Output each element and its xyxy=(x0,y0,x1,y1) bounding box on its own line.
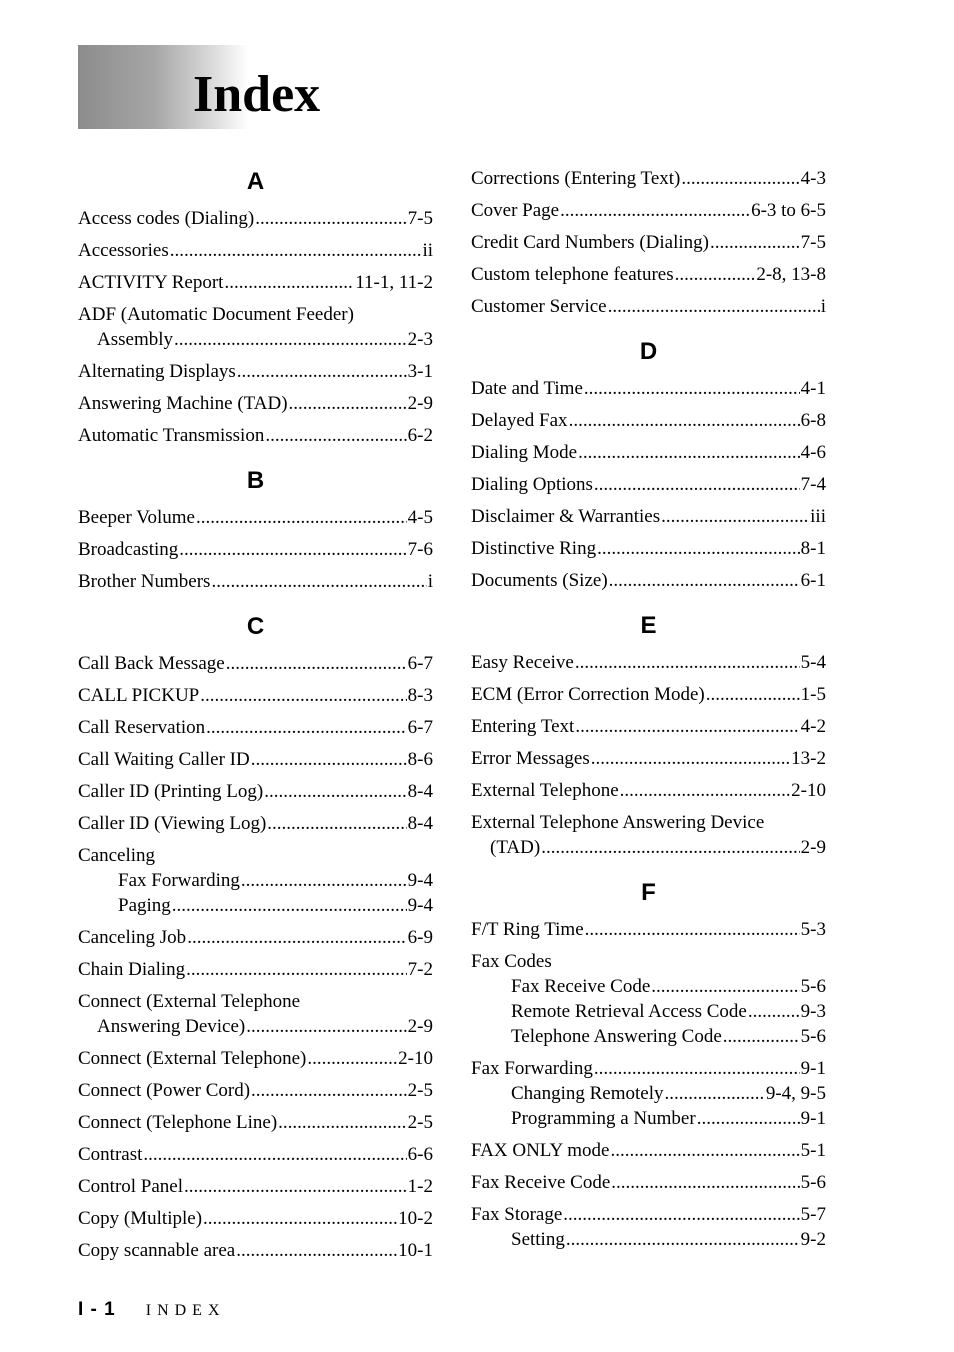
entry-page-ref: 9-1 xyxy=(800,1108,826,1129)
index-entry xyxy=(78,925,433,950)
entry-page-ref: 4-3 xyxy=(800,168,826,189)
entry-page-ref: 6-7 xyxy=(407,717,433,738)
dot-leader xyxy=(251,747,407,772)
index-entry xyxy=(471,778,826,803)
index-entry xyxy=(78,811,433,836)
entry-page-ref: 5-1 xyxy=(800,1140,826,1161)
dot-leader xyxy=(608,294,820,319)
entry-page-ref: i xyxy=(427,571,433,592)
entry-label: Customer Service xyxy=(471,296,607,317)
index-entry xyxy=(78,1174,433,1199)
entry-page-ref: 2-9 xyxy=(407,1016,433,1037)
index-entry xyxy=(78,270,433,295)
entry-page-ref: 6-7 xyxy=(407,653,433,674)
entry-label: Answering Machine (TAD) xyxy=(78,393,288,414)
entry-label: Remote Retrieval Access Code xyxy=(511,1001,747,1022)
index-entry xyxy=(78,327,433,352)
entry-page-ref: i xyxy=(820,296,826,317)
entry-page-ref: 4-5 xyxy=(407,507,433,528)
entry-label: Fax Forwarding xyxy=(118,870,240,891)
dot-leader xyxy=(566,1227,800,1252)
dot-leader xyxy=(591,746,790,771)
entry-label: Caller ID (Viewing Log) xyxy=(78,813,267,834)
entry-page-ref: 2-5 xyxy=(407,1112,433,1133)
dot-leader xyxy=(594,472,800,497)
dot-leader xyxy=(179,537,406,562)
index-entry xyxy=(471,376,826,401)
section-f xyxy=(471,879,826,1252)
index-entry xyxy=(471,999,826,1024)
entry-page-ref: 10-2 xyxy=(398,1208,433,1229)
dot-leader xyxy=(610,1138,799,1163)
entry-label: Setting xyxy=(511,1229,565,1250)
entry-page-ref: 6-6 xyxy=(407,1144,433,1165)
dot-leader xyxy=(307,1046,397,1071)
section-letter: E xyxy=(640,612,657,639)
entry-page-ref: 2-9 xyxy=(407,393,433,414)
index-entry xyxy=(471,1138,826,1163)
dot-leader xyxy=(609,568,800,593)
index-entry xyxy=(78,893,433,918)
index-entry xyxy=(78,651,433,676)
entry-page-ref: 9-4 xyxy=(407,895,433,916)
entry-page-ref: 13-2 xyxy=(791,748,826,769)
index-entry xyxy=(471,262,826,287)
index-entry xyxy=(471,746,826,771)
entry-label: External Telephone xyxy=(471,780,619,801)
dot-leader xyxy=(226,651,407,676)
index-entry xyxy=(78,391,433,416)
index-entry xyxy=(471,1106,826,1131)
entry-label: Easy Receive xyxy=(471,652,574,673)
page-footer xyxy=(78,1299,226,1321)
index-entry xyxy=(471,198,826,223)
index-entry xyxy=(78,715,433,740)
dot-leader xyxy=(620,778,791,803)
section-letter: B xyxy=(246,467,265,494)
index-entry xyxy=(78,569,433,594)
index-entry xyxy=(78,747,433,772)
index-entry xyxy=(78,779,433,804)
dot-leader xyxy=(560,198,750,223)
dot-leader xyxy=(200,683,406,708)
entry-heading: External Telephone Answering Device xyxy=(471,812,765,833)
dot-leader xyxy=(241,868,407,893)
index-entry xyxy=(78,957,433,982)
entry-page-ref: 2-10 xyxy=(791,780,826,801)
entry-page-ref: 1-5 xyxy=(800,684,826,705)
entry-page-ref: 9-3 xyxy=(800,1001,826,1022)
entry-label: Accessories xyxy=(78,240,169,261)
entry-page-ref: 6-9 xyxy=(407,927,433,948)
entry-page-ref: 6-3 to 6-5 xyxy=(751,200,826,221)
section-e xyxy=(471,612,826,860)
dot-leader xyxy=(174,327,407,352)
entry-label: Cover Page xyxy=(471,200,560,221)
section-letter: D xyxy=(639,338,658,365)
dot-leader xyxy=(267,811,406,836)
entry-page-ref: 6-8 xyxy=(800,410,826,431)
entry-label: (TAD) xyxy=(490,837,541,858)
page-number: I - 1 xyxy=(78,1299,116,1320)
index-entry xyxy=(78,537,433,562)
entry-heading: Connect (External Telephone xyxy=(78,991,301,1012)
entry-label: Call Reservation xyxy=(78,717,206,738)
index-entry xyxy=(78,423,433,448)
dot-leader xyxy=(237,359,407,384)
entry-label: Fax Receive Code xyxy=(471,1172,611,1193)
dot-leader xyxy=(541,835,799,860)
entry-page-ref: 5-7 xyxy=(800,1204,826,1225)
entry-label: Chain Dialing xyxy=(78,959,186,980)
entry-page-ref: 9-1 xyxy=(800,1058,826,1079)
entry-label: Entering Text xyxy=(471,716,575,737)
index-entry xyxy=(471,1202,826,1227)
index-entry xyxy=(78,1078,433,1103)
index-entry xyxy=(471,294,826,319)
dot-leader xyxy=(665,1081,765,1106)
entry-heading: Canceling xyxy=(78,845,156,866)
dot-leader xyxy=(651,974,799,999)
entry-label: Telephone Answering Code xyxy=(511,1026,722,1047)
dot-leader xyxy=(611,1170,799,1195)
section-d xyxy=(471,338,826,593)
dot-leader xyxy=(681,166,799,191)
index-entry-group xyxy=(471,1056,826,1131)
entry-label: Copy (Multiple) xyxy=(78,1208,203,1229)
entry-label: Fax Storage xyxy=(471,1204,563,1225)
entry-label: Dialing Options xyxy=(471,474,593,495)
section-letter: F xyxy=(641,879,656,906)
index-entry xyxy=(78,1014,433,1039)
entry-label: Distinctive Ring xyxy=(471,538,597,559)
section-letter: C xyxy=(246,613,265,640)
dot-leader xyxy=(584,376,800,401)
index-entry xyxy=(471,714,826,739)
entry-page-ref: 9-4 xyxy=(407,870,433,891)
entry-label: Contrast xyxy=(78,1144,143,1165)
entry-page-ref: 4-1 xyxy=(800,378,826,399)
dot-leader xyxy=(594,1056,800,1081)
dot-leader xyxy=(186,957,407,982)
index-entry xyxy=(471,166,826,191)
entry-page-ref: 5-6 xyxy=(800,1026,826,1047)
entry-label: Caller ID (Printing Log) xyxy=(78,781,264,802)
entry-page-ref: 8-4 xyxy=(407,813,433,834)
dot-leader xyxy=(211,569,426,594)
entry-heading: ADF (Automatic Document Feeder) xyxy=(78,304,354,325)
index-entry xyxy=(471,835,826,860)
dot-leader xyxy=(278,1110,407,1135)
entry-label: Assembly xyxy=(97,329,173,350)
index-entry-group xyxy=(78,843,433,918)
dot-leader xyxy=(289,391,407,416)
section-a xyxy=(78,168,433,448)
entry-label: Dialing Mode xyxy=(471,442,578,463)
entry-label: Connect (Power Cord) xyxy=(78,1080,251,1101)
index-entry xyxy=(78,1238,433,1263)
section-c xyxy=(78,613,433,1263)
dot-leader xyxy=(224,270,354,295)
entry-page-ref: 9-4, 9-5 xyxy=(765,1083,826,1104)
entry-label: Documents (Size) xyxy=(471,570,608,591)
index-entry xyxy=(471,568,826,593)
entry-label: Alternating Displays xyxy=(78,361,236,382)
dot-leader xyxy=(710,230,800,255)
index-entry-group xyxy=(471,810,826,860)
page-title: Index xyxy=(193,66,321,123)
entry-label: Programming a Number xyxy=(511,1108,696,1129)
dot-leader xyxy=(187,925,406,950)
entry-page-ref: 4-6 xyxy=(800,442,826,463)
index-entry xyxy=(471,408,826,433)
entry-label: Beeper Volume xyxy=(78,507,195,528)
dot-leader xyxy=(706,682,800,707)
entry-page-ref: 2-8, 13-8 xyxy=(756,264,826,285)
entry-label: Access codes (Dialing) xyxy=(78,208,255,229)
entry-label: FAX ONLY mode xyxy=(471,1140,610,1161)
entry-label: Delayed Fax xyxy=(471,410,568,431)
dot-leader xyxy=(196,505,407,530)
index-entry xyxy=(78,1142,433,1167)
index-entry xyxy=(78,1046,433,1071)
entry-label: Changing Remotely xyxy=(511,1083,664,1104)
index-entry xyxy=(471,440,826,465)
index-entry xyxy=(471,536,826,561)
entry-page-ref: iii xyxy=(810,506,826,527)
entry-page-ref: 2-3 xyxy=(407,329,433,350)
entry-label: F/T Ring Time xyxy=(471,919,584,940)
running-head: INDEX xyxy=(145,1302,226,1319)
index-entry xyxy=(78,238,433,263)
dot-leader xyxy=(723,1024,800,1049)
entry-label: Custom telephone features xyxy=(471,264,674,285)
entry-page-ref: 7-5 xyxy=(407,208,433,229)
entry-label: Control Panel xyxy=(78,1176,184,1197)
section-c-continued xyxy=(471,166,826,319)
entry-heading: Fax Codes xyxy=(471,951,552,972)
entry-page-ref: 10-1 xyxy=(398,1240,433,1261)
index-entry xyxy=(471,917,826,942)
dot-leader xyxy=(246,1014,406,1039)
entry-label: ACTIVITY Report xyxy=(78,272,224,293)
entry-page-ref: 5-4 xyxy=(800,652,826,673)
entry-page-ref: 6-1 xyxy=(800,570,826,591)
entry-label: Connect (Telephone Line) xyxy=(78,1112,278,1133)
dot-leader xyxy=(563,1202,799,1227)
index-entry xyxy=(471,1227,826,1252)
dot-leader xyxy=(575,650,800,675)
entry-label: Canceling Job xyxy=(78,927,187,948)
index-column-left xyxy=(78,166,433,1282)
index-entry-group xyxy=(471,1202,826,1252)
entry-label: Broadcasting xyxy=(78,539,179,560)
entry-page-ref: 8-3 xyxy=(407,685,433,706)
index-entry xyxy=(471,1056,826,1081)
entry-page-ref: 5-3 xyxy=(800,919,826,940)
index-entry xyxy=(471,504,826,529)
entry-label: Copy scannable area xyxy=(78,1240,236,1261)
index-entry xyxy=(78,683,433,708)
entry-page-ref: 7-6 xyxy=(407,539,433,560)
dot-leader xyxy=(578,440,800,465)
entry-label: Brother Numbers xyxy=(78,571,211,592)
entry-page-ref: 2-9 xyxy=(800,837,826,858)
entry-page-ref: 7-4 xyxy=(800,474,826,495)
index-entry xyxy=(471,974,826,999)
entry-label: Call Back Message xyxy=(78,653,225,674)
dot-leader xyxy=(569,408,800,433)
dot-leader xyxy=(255,206,406,231)
dot-leader xyxy=(264,779,406,804)
dot-leader xyxy=(206,715,407,740)
section-b xyxy=(78,467,433,594)
entry-page-ref: 6-2 xyxy=(407,425,433,446)
entry-page-ref: 3-1 xyxy=(407,361,433,382)
dot-leader xyxy=(143,1142,406,1167)
section-letter: A xyxy=(246,168,265,195)
index-entry xyxy=(78,1110,433,1135)
entry-label: Paging xyxy=(118,895,171,916)
entry-page-ref: 7-2 xyxy=(407,959,433,980)
entry-page-ref: 5-6 xyxy=(800,976,826,997)
entry-label: ECM (Error Correction Mode) xyxy=(471,684,705,705)
entry-label: Call Waiting Caller ID xyxy=(78,749,250,770)
index-entry xyxy=(78,505,433,530)
entry-label: Disclaimer & Warranties xyxy=(471,506,661,527)
dot-leader xyxy=(585,917,800,942)
entry-label: Error Messages xyxy=(471,748,590,769)
entry-label: Corrections (Entering Text) xyxy=(471,168,681,189)
entry-page-ref: ii xyxy=(422,240,433,261)
entry-page-ref: 8-6 xyxy=(407,749,433,770)
entry-page-ref: 9-2 xyxy=(800,1229,826,1250)
dot-leader xyxy=(170,238,422,263)
entry-page-ref: 7-5 xyxy=(800,232,826,253)
entry-page-ref: 2-10 xyxy=(398,1048,433,1069)
index-entry xyxy=(471,682,826,707)
index-entry xyxy=(78,206,433,231)
index-column-right xyxy=(471,166,826,1271)
dot-leader xyxy=(675,262,756,287)
dot-leader xyxy=(236,1238,397,1263)
entry-label: Connect (External Telephone) xyxy=(78,1048,307,1069)
entry-page-ref: 8-4 xyxy=(407,781,433,802)
index-entry-group xyxy=(78,989,433,1039)
entry-page-ref: 8-1 xyxy=(800,538,826,559)
entry-label: Date and Time xyxy=(471,378,583,399)
dot-leader xyxy=(661,504,809,529)
dot-leader xyxy=(184,1174,407,1199)
entry-page-ref: 11-1, 11-2 xyxy=(355,272,433,293)
dot-leader xyxy=(172,893,407,918)
entry-page-ref: 4-2 xyxy=(800,716,826,737)
index-entry xyxy=(471,472,826,497)
index-entry xyxy=(471,1081,826,1106)
dot-leader xyxy=(575,714,799,739)
index-entry xyxy=(471,650,826,675)
index-entry xyxy=(471,230,826,255)
dot-leader xyxy=(251,1078,407,1103)
index-entry xyxy=(471,1024,826,1049)
entry-page-ref: 2-5 xyxy=(407,1080,433,1101)
dot-leader xyxy=(748,999,800,1024)
dot-leader xyxy=(697,1106,800,1131)
dot-leader xyxy=(597,536,800,561)
entry-label: CALL PICKUP xyxy=(78,685,200,706)
entry-label: Credit Card Numbers (Dialing) xyxy=(471,232,709,253)
entry-page-ref: 1-2 xyxy=(407,1176,433,1197)
dot-leader xyxy=(265,423,406,448)
entry-label: Automatic Transmission xyxy=(78,425,265,446)
entry-page-ref: 5-6 xyxy=(800,1172,826,1193)
entry-label: Fax Receive Code xyxy=(511,976,651,997)
entry-label: Answering Device) xyxy=(97,1016,246,1037)
dot-leader xyxy=(203,1206,397,1231)
index-entry xyxy=(471,1170,826,1195)
index-entry xyxy=(78,868,433,893)
entry-label: Fax Forwarding xyxy=(471,1058,593,1079)
index-entry-group xyxy=(471,949,826,1049)
index-entry-group xyxy=(78,302,433,352)
index-entry xyxy=(78,1206,433,1231)
index-entry xyxy=(78,359,433,384)
